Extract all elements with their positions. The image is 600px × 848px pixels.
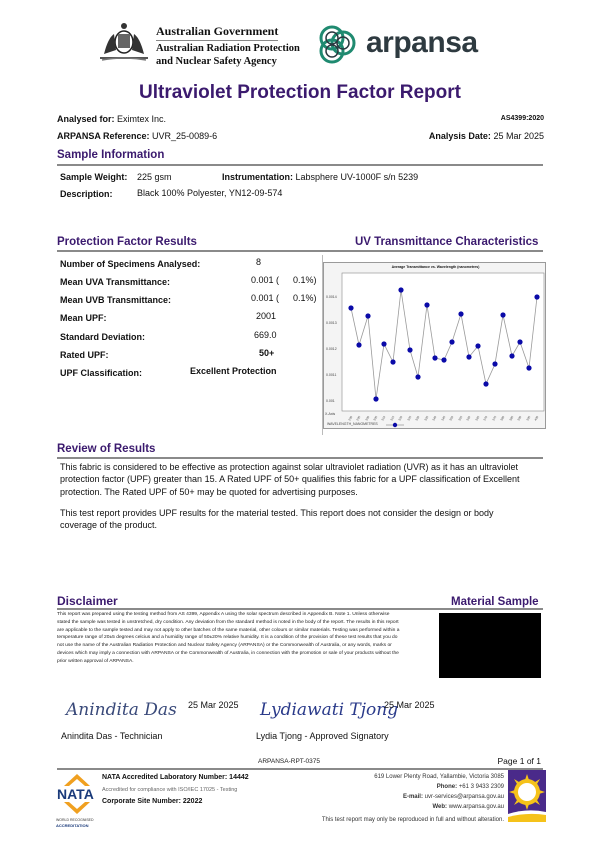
analysis-date-value: 25 Mar 2025 (493, 131, 544, 141)
material-sample-title: Material Sample (451, 596, 539, 608)
arpansa-reference (57, 131, 217, 141)
results-title: Protection Factor Results (57, 236, 197, 248)
signature-approver: Lydiawati Tjong (260, 700, 399, 720)
reference-label: ARPANSA Reference: (57, 131, 150, 141)
technician-name-role: Anindita Das - Technician (61, 731, 163, 741)
analysis-date (429, 131, 544, 141)
instrumentation-label: Instrumentation: (222, 172, 293, 182)
description-label: Description: (60, 189, 113, 199)
phone-label: Phone: (436, 784, 458, 790)
svg-text:320: 320 (397, 415, 404, 422)
signature-date-approver: 25 Mar 2025 (384, 700, 435, 710)
result-row (60, 257, 320, 275)
svg-text:295: 295 (355, 415, 362, 422)
result-label: Number of Specimens Analysed: (60, 259, 201, 269)
page-number: Page 1 of 1 (497, 756, 541, 766)
result-row (60, 311, 320, 330)
analysed-for-label: Analysed for: (57, 114, 115, 124)
sample-info-title: Sample Information (57, 149, 165, 161)
disclaimer-title: Disclaimer (57, 594, 118, 608)
svg-text:370: 370 (482, 415, 489, 422)
standard-code: AS4399:2020 (500, 115, 544, 122)
email-label: E-mail: (402, 794, 423, 800)
disclaimer-rule (57, 608, 543, 610)
result-value: Excellent Protection (190, 366, 277, 376)
arpansa-logo (312, 20, 478, 70)
result-label: UPF Classification: (60, 368, 143, 378)
uv-chart-section-title: UV Transmittance Characteristics (355, 236, 539, 248)
review-rule (57, 457, 543, 459)
svg-text:350: 350 (448, 415, 455, 422)
svg-text:375: 375 (491, 415, 498, 422)
signature-date-technician: 25 Mar 2025 (188, 700, 239, 710)
svg-text:330: 330 (414, 415, 421, 422)
chart-plot (324, 263, 547, 430)
svg-text:400: 400 (533, 415, 540, 422)
reproduction-notice: This test report may only be reproduced in full and without alteration. (321, 817, 504, 823)
svg-text:355: 355 (457, 415, 464, 422)
result-value: 0.001 ( (251, 275, 280, 285)
svg-text:X-Axis: X-Axis (325, 412, 336, 416)
disclaimer-text: This report was prepared using the testing method from AS 4399, Appendix A using the solar spectrum described in Appendix B. Note 1. Unless otherwise stated the sample was tested in unstretched, dry condition. Any deviation from the standard method is noted in the body of the report. The results in this report are applicable to the sample tested and may not apply to other batches of the same material, other colours or similar materials. Testing was performed within a temperature range of 20±5 degrees celcius and a humidity range of 50±20% relative humidity. It is a condition of the provision of these test results that you do not use the name of the Australian Radiation Protection and Nuclear Safety Agency (ARPANSA) or the Commonwealth of Australia, or any words, marks or devices which may imply a connection with ARPANSA or the Commonwealth of Australia, in connection with the promotion or sale of your products without the prior written approval of ARPANSA. (57, 612, 400, 664)
svg-text:310: 310 (380, 415, 387, 422)
svg-text:0.0011: 0.0011 (326, 373, 337, 377)
analysis-date-label: Analysis Date: (428, 131, 491, 141)
email (403, 794, 504, 800)
result-row (60, 293, 320, 311)
svg-text:385: 385 (508, 415, 515, 422)
result-value: 8 (256, 257, 262, 267)
sample-info-rule (57, 164, 543, 166)
email-link[interactable]: uvr-services@arpansa.gov.au (424, 794, 504, 800)
analysed-for-value: Eximtex Inc. (117, 114, 167, 124)
phone (437, 784, 504, 790)
uv-transmittance-chart (323, 262, 546, 429)
instrumentation-value: Labsphere UV-1000F s/n 5239 (295, 172, 419, 182)
approver-name-role: Lydia Tjong - Approved Signatory (256, 731, 389, 741)
svg-text:360: 360 (465, 415, 472, 422)
footer-rule (57, 768, 543, 770)
web-link[interactable]: www.arpansa.gov.au (448, 804, 504, 810)
svg-text:340: 340 (431, 415, 438, 422)
svg-text:0.0012: 0.0012 (326, 347, 337, 351)
nata-logo-text: NATA (57, 786, 94, 802)
government-logo (96, 20, 152, 64)
review-paragraph-2: This test report provides UPF results for the material tested. This report does not consider the design or body coverage of the product. (60, 508, 494, 531)
svg-text:300: 300 (364, 415, 371, 422)
nata-sub2: ACCREDITATION (56, 823, 89, 828)
results-table (60, 257, 320, 384)
result-value: 50+ (259, 348, 275, 358)
signature-technician: Anindita Das (66, 700, 177, 720)
chart-legend-label: WAVELENGTH_NANOMETRES (327, 422, 378, 426)
result-label: Standard Deviation: (60, 332, 146, 342)
result-label: Mean UPF: (60, 313, 107, 323)
corporate-site-number: Corporate Site Number: 22022 (102, 798, 203, 805)
document-reference: ARPANSA-RPT-0375 (258, 758, 321, 765)
result-value: 2001 (256, 311, 277, 321)
sample-weight-label: Sample Weight: (60, 172, 128, 182)
instrumentation (222, 172, 418, 182)
result-row (60, 275, 320, 293)
svg-text:290: 290 (347, 415, 354, 422)
sun-logo (508, 770, 546, 822)
material-sample-swatch (439, 613, 541, 678)
nata-number: NATA Accredited Laboratory Number: 14442 (102, 774, 249, 781)
coat-of-arms-icon (96, 20, 152, 64)
gov-line2: Australian Radiation Protection (156, 43, 300, 54)
result-extra: 0.1%) (293, 275, 317, 285)
svg-text:335: 335 (423, 415, 430, 422)
report-title: Ultraviolet Protection Factor Report (139, 82, 461, 103)
result-row (60, 330, 320, 348)
gov-line1: Australian Government (156, 24, 279, 38)
review-title: Review of Results (57, 443, 156, 455)
svg-text:315: 315 (389, 415, 396, 422)
description-value: Black 100% Polyester, YN12-09-574 (137, 188, 283, 198)
result-label: Rated UPF: (60, 350, 109, 360)
review-paragraph-1: This fabric is considered to be effective as protection against solar ultraviolet radiation (UVR) as it has an ultraviolet protection factor (UPF) greater than 15. A Rated UPF of 50+ qualifies this fabric for a UPF classification of Excellent protection. The Rated UPF of 50+ may be quoted for advertising purposes. (60, 462, 520, 497)
result-value: 0.001 ( (251, 293, 280, 303)
reference-value: UVR_25-0089-6 (152, 131, 218, 141)
svg-text:0.0013: 0.0013 (326, 321, 337, 325)
result-value: 669.0 (254, 330, 277, 340)
result-extra: 0.1%) (293, 293, 317, 303)
svg-text:390: 390 (516, 415, 523, 422)
results-rule (57, 250, 543, 252)
nata-logo (56, 772, 98, 828)
svg-text:365: 365 (474, 415, 481, 422)
gov-divider (156, 40, 278, 41)
gov-line3: and Nuclear Safety Agency (156, 56, 277, 67)
web-label: Web: (432, 804, 448, 810)
arpansa-knot-icon (312, 20, 364, 70)
sun-icon (508, 770, 546, 822)
svg-text:0.001: 0.001 (326, 399, 335, 403)
web (433, 804, 505, 810)
svg-text:345: 345 (440, 415, 447, 422)
sample-weight-value: 225 gsm (137, 172, 172, 182)
svg-text:325: 325 (406, 415, 413, 422)
result-label: Mean UVB Transmittance: (60, 295, 172, 305)
svg-text:0.0014: 0.0014 (326, 295, 337, 299)
result-row (60, 366, 320, 384)
svg-text:380: 380 (499, 415, 506, 422)
svg-text:395: 395 (525, 415, 532, 422)
phone-value[interactable]: +61 3 9433 2309 (458, 784, 504, 790)
analysed-for (57, 114, 166, 124)
address: 619 Lower Plenty Road, Yallambie, Victoria 3085 (374, 774, 504, 780)
nata-sub1: WORLD RECOGNISED (56, 818, 94, 822)
svg-text:305: 305 (372, 415, 379, 422)
chart-title: Average Transmittance vs. Wavelength (nanometres) (391, 265, 480, 269)
brand-name: arpansa (366, 26, 478, 59)
nata-accredited: Accredited for compliance with ISO/IEC 17025 - Testing (102, 787, 238, 793)
result-row (60, 348, 320, 366)
result-label: Mean UVA Transmittance: (60, 277, 171, 287)
